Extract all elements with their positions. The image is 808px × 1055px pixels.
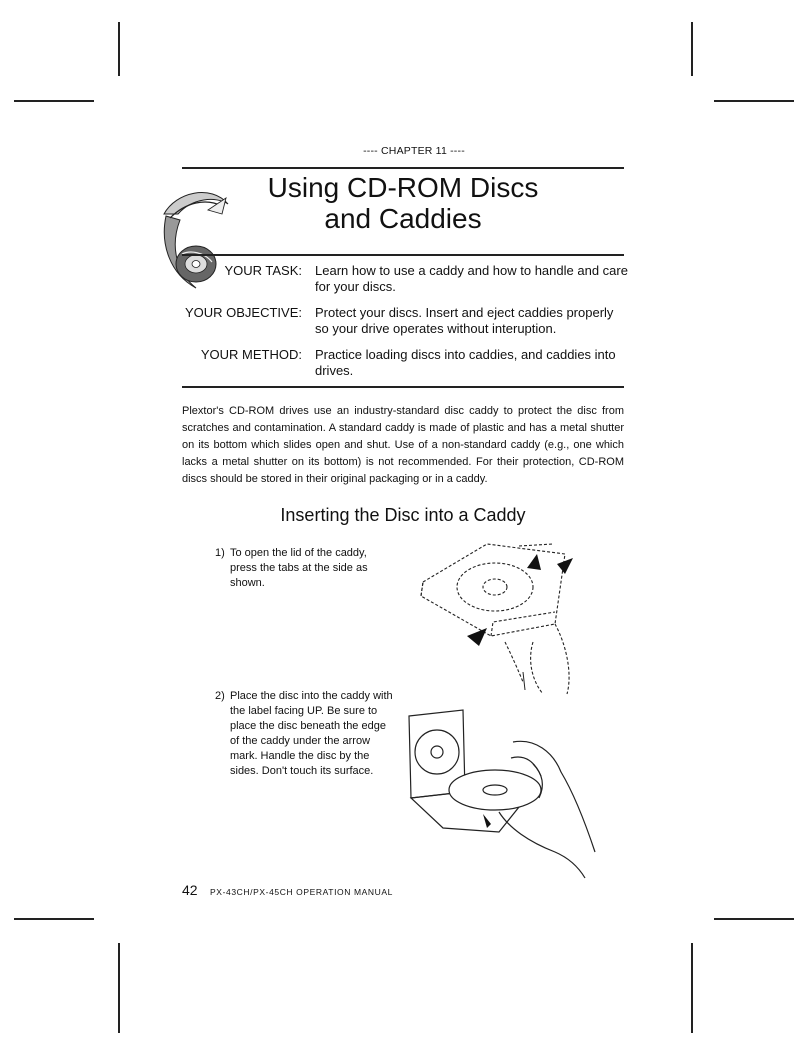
- step-number: 2): [215, 690, 225, 702]
- crop-mark: [14, 100, 94, 102]
- method-label: YOUR METHOD:: [200, 347, 302, 362]
- step-text: To open the lid of the caddy, press the tabs at the side as shown.: [230, 547, 368, 589]
- crop-mark: [714, 918, 794, 920]
- chapter-header: ---- CHAPTER 11 ----: [363, 145, 465, 157]
- page-title: [182, 172, 624, 234]
- objective-label: YOUR OBJECTIVE:: [184, 305, 302, 320]
- crop-mark: [14, 918, 94, 920]
- intro-paragraph: Plextor's CD-ROM drives use an industry-standard disc caddy to protect the disc from scratches and contamination. A standard caddy is made of plastic and has a metal shutter on its bottom which slides open and shut. Use of a non-standard caddy (e.g., one which lacks a metal shutter on its bottom) is not recommended. For their protection, CD-ROM discs should be stored in their original packaging or in a caddy.: [182, 405, 624, 485]
- page-footer: [182, 882, 393, 900]
- crop-mark: [691, 943, 693, 1033]
- title-top-rule: [182, 167, 624, 169]
- caddy-open-tabs-illustration: [415, 532, 585, 698]
- step-text: Place the disc into the caddy with the label facing UP. Be sure to place the disc beneath the edge of the caddy under the arrow mark. Handle the disc by the sides. Don't touch its surface.: [230, 690, 393, 777]
- objective-text: Protect your discs. Insert and eject caddies properly so your drive operates without interuption.: [315, 305, 614, 336]
- section-heading: Inserting the Disc into a Caddy: [280, 505, 526, 525]
- tasks-top-rule: [182, 254, 624, 256]
- disc-into-caddy-illustration: [403, 702, 603, 882]
- crop-mark: [118, 943, 120, 1033]
- step-number: 1): [215, 547, 225, 559]
- tasks-bottom-rule: [182, 386, 624, 388]
- page-number: 42: [182, 882, 198, 898]
- title-line-2: and Caddies: [324, 203, 482, 234]
- crop-mark: [691, 22, 693, 76]
- crop-mark: [714, 100, 794, 102]
- title-line-1: Using CD-ROM Discs: [267, 172, 539, 203]
- method-text: Practice loading discs into caddies, and caddies into drives.: [315, 347, 616, 378]
- step-2: [215, 689, 395, 779]
- step-1: [215, 546, 395, 591]
- task-label: YOUR TASK:: [224, 263, 302, 278]
- crop-mark: [118, 22, 120, 76]
- manual-name: PX-43CH/PX-45CH OPERATION MANUAL: [210, 887, 393, 897]
- task-text: Learn how to use a caddy and how to handle and care for your discs.: [315, 263, 628, 294]
